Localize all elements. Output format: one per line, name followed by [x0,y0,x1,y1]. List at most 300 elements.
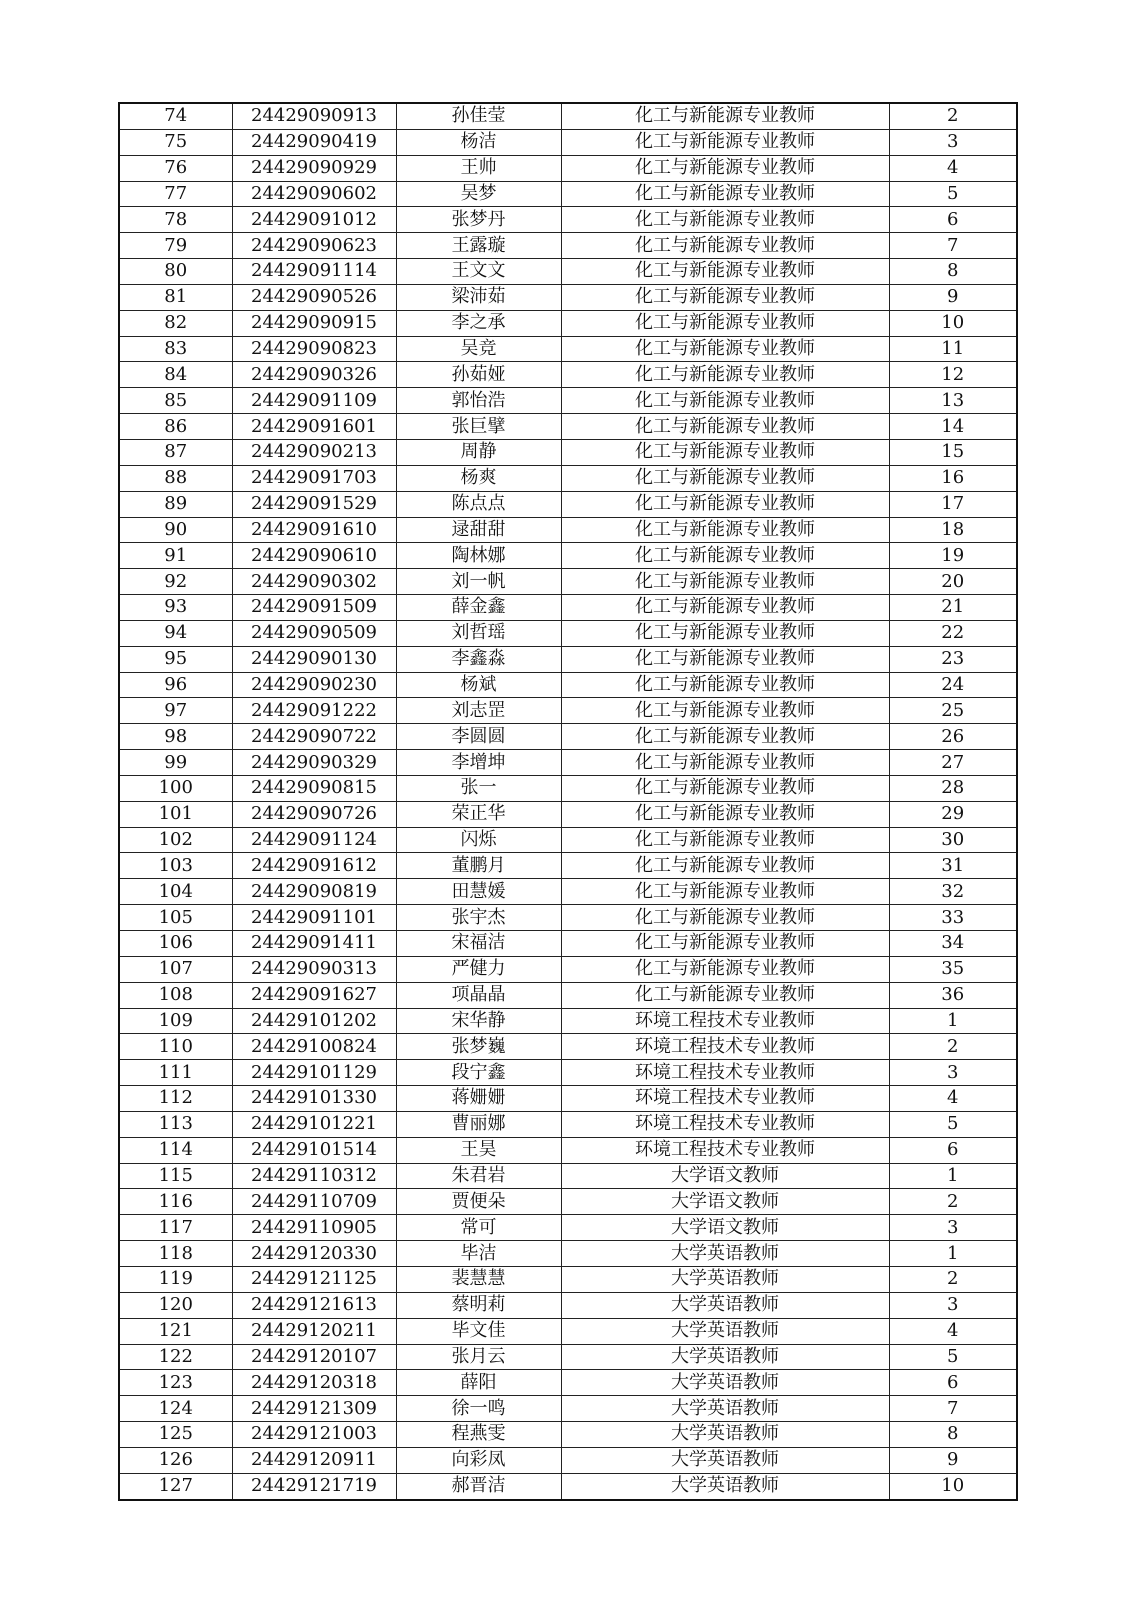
name-cell: 李鑫淼 [396,646,561,672]
name-cell: 刘志罡 [396,698,561,724]
position-cell: 化工与新能源专业教师 [561,827,889,853]
table-row [119,284,1017,310]
name-cell: 徐一鸣 [396,1396,561,1422]
position-cell: 大学语文教师 [561,1215,889,1241]
ticket-number-cell: 24429090329 [232,750,396,776]
seq-cell: 113 [119,1111,232,1137]
table-row [119,1163,1017,1189]
ticket-number-cell: 24429090819 [232,879,396,905]
position-cell: 化工与新能源专业教师 [561,310,889,336]
seq-cell: 101 [119,801,232,827]
name-cell: 刘一帆 [396,569,561,595]
name-cell: 逯甜甜 [396,517,561,543]
table-row [119,1370,1017,1396]
ticket-number-cell: 24429120911 [232,1447,396,1473]
rank-cell: 8 [889,259,1017,285]
seq-cell: 78 [119,207,232,233]
ticket-number-cell: 24429090915 [232,310,396,336]
name-cell: 闪烁 [396,827,561,853]
rank-cell: 19 [889,543,1017,569]
seq-cell: 97 [119,698,232,724]
seq-cell: 123 [119,1370,232,1396]
rank-cell: 12 [889,362,1017,388]
table-row [119,1060,1017,1086]
ticket-number-cell: 24429091509 [232,595,396,621]
table-row [119,1344,1017,1370]
table-row [119,1473,1017,1499]
seq-cell: 81 [119,284,232,310]
position-cell: 化工与新能源专业教师 [561,491,889,517]
ticket-number-cell: 24429091601 [232,414,396,440]
position-cell: 化工与新能源专业教师 [561,698,889,724]
name-cell: 程燕雯 [396,1422,561,1448]
rank-cell: 7 [889,233,1017,259]
position-cell: 化工与新能源专业教师 [561,750,889,776]
name-cell: 李之承 [396,310,561,336]
position-cell: 大学英语教师 [561,1344,889,1370]
seq-cell: 108 [119,982,232,1008]
table-row [119,646,1017,672]
ticket-number-cell: 24429121309 [232,1396,396,1422]
seq-cell: 74 [119,103,232,129]
seq-cell: 94 [119,620,232,646]
seq-cell: 80 [119,259,232,285]
seq-cell: 120 [119,1292,232,1318]
table-row [119,103,1017,129]
rank-cell: 32 [889,879,1017,905]
rank-cell: 34 [889,931,1017,957]
table-row [119,155,1017,181]
name-cell: 薛阳 [396,1370,561,1396]
rank-cell: 1 [889,1241,1017,1267]
name-cell: 张巨擘 [396,414,561,440]
rank-cell: 4 [889,1318,1017,1344]
rank-cell: 3 [889,1060,1017,1086]
rank-cell: 25 [889,698,1017,724]
rank-cell: 20 [889,569,1017,595]
position-cell: 化工与新能源专业教师 [561,595,889,621]
seq-cell: 121 [119,1318,232,1344]
ticket-number-cell: 24429090509 [232,620,396,646]
ticket-number-cell: 24429101202 [232,1008,396,1034]
ticket-number-cell: 24429101514 [232,1137,396,1163]
name-cell: 杨斌 [396,672,561,698]
seq-cell: 102 [119,827,232,853]
table-row [119,465,1017,491]
position-cell: 化工与新能源专业教师 [561,517,889,543]
seq-cell: 114 [119,1137,232,1163]
seq-cell: 112 [119,1086,232,1112]
table-row [119,698,1017,724]
seq-cell: 116 [119,1189,232,1215]
position-cell: 化工与新能源专业教师 [561,879,889,905]
ticket-number-cell: 24429090130 [232,646,396,672]
seq-cell: 109 [119,1008,232,1034]
ticket-number-cell: 24429090823 [232,336,396,362]
name-cell: 王文文 [396,259,561,285]
position-cell: 化工与新能源专业教师 [561,543,889,569]
rank-cell: 16 [889,465,1017,491]
seq-cell: 88 [119,465,232,491]
name-cell: 张梦巍 [396,1034,561,1060]
table-row [119,439,1017,465]
table-row [119,956,1017,982]
position-cell: 化工与新能源专业教师 [561,233,889,259]
table-row [119,1189,1017,1215]
ticket-number-cell: 24429090726 [232,801,396,827]
seq-cell: 127 [119,1473,232,1499]
seq-cell: 117 [119,1215,232,1241]
ticket-number-cell: 24429090610 [232,543,396,569]
ticket-number-cell: 24429091612 [232,853,396,879]
ticket-number-cell: 24429090929 [232,155,396,181]
ticket-number-cell: 24429091114 [232,259,396,285]
rank-cell: 23 [889,646,1017,672]
ticket-number-cell: 24429121003 [232,1422,396,1448]
ticket-number-cell: 24429120107 [232,1344,396,1370]
name-cell: 梁沛茹 [396,284,561,310]
ticket-number-cell: 24429090526 [232,284,396,310]
ticket-number-cell: 24429101129 [232,1060,396,1086]
seq-cell: 89 [119,491,232,517]
rank-cell: 6 [889,1370,1017,1396]
name-cell: 孙茹娅 [396,362,561,388]
rank-cell: 33 [889,905,1017,931]
ticket-number-cell: 24429090213 [232,439,396,465]
table-row [119,1318,1017,1344]
name-cell: 毕洁 [396,1241,561,1267]
seq-cell: 124 [119,1396,232,1422]
table-row [119,750,1017,776]
ticket-number-cell: 24429090913 [232,103,396,129]
position-cell: 环境工程技术专业教师 [561,1086,889,1112]
ticket-number-cell: 24429090313 [232,956,396,982]
table-row [119,801,1017,827]
seq-cell: 107 [119,956,232,982]
name-cell: 常可 [396,1215,561,1241]
table-row [119,1266,1017,1292]
position-cell: 化工与新能源专业教师 [561,465,889,491]
rank-cell: 10 [889,310,1017,336]
rank-cell: 29 [889,801,1017,827]
name-cell: 杨爽 [396,465,561,491]
ticket-number-cell: 24429090326 [232,362,396,388]
ticket-number-cell: 24429091124 [232,827,396,853]
rank-cell: 30 [889,827,1017,853]
name-cell: 田慧媛 [396,879,561,905]
table-row [119,853,1017,879]
position-cell: 化工与新能源专业教师 [561,905,889,931]
rank-cell: 10 [889,1473,1017,1499]
position-cell: 化工与新能源专业教师 [561,982,889,1008]
table-row [119,1292,1017,1318]
seq-cell: 98 [119,724,232,750]
ticket-number-cell: 24429090722 [232,724,396,750]
rank-cell: 26 [889,724,1017,750]
ticket-number-cell: 24429091703 [232,465,396,491]
rank-cell: 31 [889,853,1017,879]
ticket-number-cell: 24429101330 [232,1086,396,1112]
seq-cell: 77 [119,181,232,207]
name-cell: 曹丽娜 [396,1111,561,1137]
rank-cell: 36 [889,982,1017,1008]
rank-cell: 3 [889,1292,1017,1318]
table-row [119,414,1017,440]
position-cell: 化工与新能源专业教师 [561,775,889,801]
seq-cell: 96 [119,672,232,698]
rank-cell: 27 [889,750,1017,776]
seq-cell: 110 [119,1034,232,1060]
table-row [119,129,1017,155]
seq-cell: 105 [119,905,232,931]
position-cell: 化工与新能源专业教师 [561,956,889,982]
position-cell: 环境工程技术专业教师 [561,1111,889,1137]
seq-cell: 106 [119,931,232,957]
name-cell: 郝晋洁 [396,1473,561,1499]
seq-cell: 90 [119,517,232,543]
name-cell: 王昊 [396,1137,561,1163]
rank-cell: 1 [889,1163,1017,1189]
rank-cell: 4 [889,155,1017,181]
position-cell: 化工与新能源专业教师 [561,336,889,362]
position-cell: 环境工程技术专业教师 [561,1060,889,1086]
name-cell: 刘哲瑶 [396,620,561,646]
ticket-number-cell: 24429110905 [232,1215,396,1241]
rank-cell: 5 [889,181,1017,207]
seq-cell: 99 [119,750,232,776]
table-row [119,362,1017,388]
seq-cell: 93 [119,595,232,621]
position-cell: 大学语文教师 [561,1163,889,1189]
rank-cell: 4 [889,1086,1017,1112]
table-row [119,1447,1017,1473]
name-cell: 向彩凤 [396,1447,561,1473]
table-row [119,336,1017,362]
position-cell: 化工与新能源专业教师 [561,362,889,388]
name-cell: 段宁鑫 [396,1060,561,1086]
table-row [119,1215,1017,1241]
name-cell: 吴竞 [396,336,561,362]
name-cell: 裴慧慧 [396,1266,561,1292]
ticket-number-cell: 24429090419 [232,129,396,155]
seq-cell: 83 [119,336,232,362]
ticket-number-cell: 24429090602 [232,181,396,207]
position-cell: 化工与新能源专业教师 [561,207,889,233]
ticket-number-cell: 24429120318 [232,1370,396,1396]
name-cell: 蔡明莉 [396,1292,561,1318]
table-row [119,1396,1017,1422]
name-cell: 荣正华 [396,801,561,827]
table-row [119,620,1017,646]
table-row [119,1086,1017,1112]
table-row [119,905,1017,931]
ticket-number-cell: 24429090623 [232,233,396,259]
rank-cell: 5 [889,1111,1017,1137]
name-cell: 李圆圆 [396,724,561,750]
table-row [119,310,1017,336]
table-row [119,491,1017,517]
seq-cell: 119 [119,1266,232,1292]
name-cell: 贾便朵 [396,1189,561,1215]
name-cell: 王露璇 [396,233,561,259]
ticket-number-cell: 24429090230 [232,672,396,698]
rank-cell: 17 [889,491,1017,517]
ticket-number-cell: 24429091109 [232,388,396,414]
table-row [119,595,1017,621]
rank-cell: 5 [889,1344,1017,1370]
name-cell: 周静 [396,439,561,465]
rank-cell: 6 [889,207,1017,233]
rank-cell: 22 [889,620,1017,646]
ticket-number-cell: 24429120330 [232,1241,396,1267]
name-cell: 宋华静 [396,1008,561,1034]
name-cell: 陈点点 [396,491,561,517]
rank-cell: 21 [889,595,1017,621]
ticket-number-cell: 24429091101 [232,905,396,931]
rank-cell: 1 [889,1008,1017,1034]
name-cell: 薛金鑫 [396,595,561,621]
seq-cell: 95 [119,646,232,672]
table-row [119,388,1017,414]
rank-cell: 3 [889,129,1017,155]
ticket-number-cell: 24429110709 [232,1189,396,1215]
position-cell: 环境工程技术专业教师 [561,1137,889,1163]
seq-cell: 87 [119,439,232,465]
position-cell: 化工与新能源专业教师 [561,129,889,155]
ticket-number-cell: 24429121125 [232,1266,396,1292]
rank-cell: 2 [889,103,1017,129]
seq-cell: 85 [119,388,232,414]
position-cell: 化工与新能源专业教师 [561,569,889,595]
ticket-number-cell: 24429090815 [232,775,396,801]
rank-cell: 6 [889,1137,1017,1163]
table-row [119,1034,1017,1060]
position-cell: 大学英语教师 [561,1422,889,1448]
seq-cell: 125 [119,1422,232,1448]
position-cell: 化工与新能源专业教师 [561,155,889,181]
position-cell: 化工与新能源专业教师 [561,439,889,465]
name-cell: 董鹏月 [396,853,561,879]
ticket-number-cell: 24429090302 [232,569,396,595]
position-cell: 大学英语教师 [561,1370,889,1396]
table-row [119,181,1017,207]
table-row [119,207,1017,233]
table-row [119,517,1017,543]
table-row [119,775,1017,801]
table-row [119,724,1017,750]
seq-cell: 115 [119,1163,232,1189]
rank-cell: 24 [889,672,1017,698]
results-table-body [119,103,1017,1500]
table-row [119,1241,1017,1267]
rank-cell: 35 [889,956,1017,982]
ticket-number-cell: 24429120211 [232,1318,396,1344]
table-row [119,827,1017,853]
table-row [119,931,1017,957]
ticket-number-cell: 24429091012 [232,207,396,233]
position-cell: 化工与新能源专业教师 [561,284,889,310]
position-cell: 化工与新能源专业教师 [561,931,889,957]
name-cell: 张一 [396,775,561,801]
position-cell: 化工与新能源专业教师 [561,181,889,207]
ticket-number-cell: 24429091222 [232,698,396,724]
seq-cell: 86 [119,414,232,440]
name-cell: 宋福洁 [396,931,561,957]
name-cell: 项晶晶 [396,982,561,1008]
name-cell: 陶林娜 [396,543,561,569]
seq-cell: 91 [119,543,232,569]
ticket-number-cell: 24429121719 [232,1473,396,1499]
name-cell: 杨洁 [396,129,561,155]
position-cell: 化工与新能源专业教师 [561,259,889,285]
seq-cell: 118 [119,1241,232,1267]
name-cell: 蒋姗姗 [396,1086,561,1112]
table-row [119,1111,1017,1137]
rank-cell: 2 [889,1266,1017,1292]
table-row [119,543,1017,569]
position-cell: 化工与新能源专业教师 [561,853,889,879]
position-cell: 化工与新能源专业教师 [561,672,889,698]
rank-cell: 2 [889,1034,1017,1060]
rank-cell: 2 [889,1189,1017,1215]
seq-cell: 122 [119,1344,232,1370]
position-cell: 化工与新能源专业教师 [561,646,889,672]
position-cell: 化工与新能源专业教师 [561,620,889,646]
name-cell: 郭怡浩 [396,388,561,414]
seq-cell: 111 [119,1060,232,1086]
ticket-number-cell: 24429101221 [232,1111,396,1137]
rank-cell: 11 [889,336,1017,362]
name-cell: 孙佳莹 [396,103,561,129]
position-cell: 化工与新能源专业教师 [561,801,889,827]
position-cell: 环境工程技术专业教师 [561,1008,889,1034]
ticket-number-cell: 24429091627 [232,982,396,1008]
position-cell: 大学英语教师 [561,1318,889,1344]
seq-cell: 79 [119,233,232,259]
rank-cell: 13 [889,388,1017,414]
ticket-number-cell: 24429091411 [232,931,396,957]
position-cell: 化工与新能源专业教师 [561,103,889,129]
ticket-number-cell: 24429091610 [232,517,396,543]
seq-cell: 76 [119,155,232,181]
table-row [119,982,1017,1008]
name-cell: 毕文佳 [396,1318,561,1344]
rank-cell: 28 [889,775,1017,801]
results-table [118,102,1018,1501]
rank-cell: 9 [889,284,1017,310]
seq-cell: 103 [119,853,232,879]
ticket-number-cell: 24429100824 [232,1034,396,1060]
position-cell: 环境工程技术专业教师 [561,1034,889,1060]
rank-cell: 7 [889,1396,1017,1422]
position-cell: 化工与新能源专业教师 [561,414,889,440]
seq-cell: 92 [119,569,232,595]
table-row [119,259,1017,285]
rank-cell: 8 [889,1422,1017,1448]
name-cell: 朱君岩 [396,1163,561,1189]
position-cell: 化工与新能源专业教师 [561,388,889,414]
position-cell: 大学英语教师 [561,1473,889,1499]
position-cell: 大学英语教师 [561,1241,889,1267]
position-cell: 大学英语教师 [561,1292,889,1318]
name-cell: 张宇杰 [396,905,561,931]
position-cell: 大学英语教师 [561,1447,889,1473]
position-cell: 大学英语教师 [561,1396,889,1422]
name-cell: 李增坤 [396,750,561,776]
name-cell: 张梦丹 [396,207,561,233]
rank-cell: 15 [889,439,1017,465]
seq-cell: 75 [119,129,232,155]
